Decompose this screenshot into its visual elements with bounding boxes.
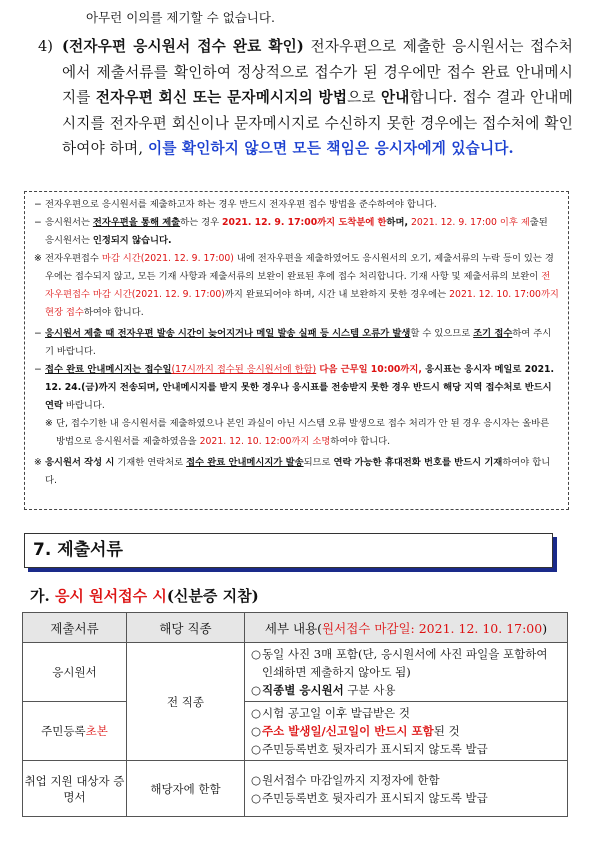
doc-cell xyxy=(23,702,127,761)
notice-text: 하여 주시기 바랍니다. xyxy=(45,328,552,357)
bullet: ○ xyxy=(251,772,262,787)
notice-text: 기재한 연락처로 xyxy=(114,457,187,468)
header-details xyxy=(245,613,568,643)
item-text: 으로 xyxy=(347,89,381,106)
detail-text: 직종별 응시원서 xyxy=(262,683,344,697)
notice-text: 되므로 xyxy=(303,457,334,468)
bullet: ○ xyxy=(251,742,262,756)
notice-text: 하여야 합니다. xyxy=(83,307,144,318)
subhead-number: 가. xyxy=(30,587,55,605)
item-text: 전자우편으로 제출한 응시원서는 접수처에서 제출서류를 확인하여 정상적으로 접수가 된 경우에만 접수 완료 안내메시지를 xyxy=(62,38,574,106)
bullet: ○ xyxy=(251,724,262,738)
item-title: (전자우편 응시원서 접수 완료 확인) xyxy=(62,38,305,55)
responsibility-warning: 이를 확인하지 않으면 모든 책임은 응시자에게 있습니다. xyxy=(148,140,514,157)
deadline-text: 마감 시간(2021. 12. 9. 17:00) xyxy=(101,253,234,264)
table-row xyxy=(23,702,568,761)
notice-text: 응시원서는 xyxy=(45,217,93,228)
detail-text: 원서접수 마감일까지 지정자에 한함 xyxy=(262,772,440,787)
continuation-line: 아무런 이의를 제기할 수 없습니다. xyxy=(86,10,275,25)
deadline-text: 전자우편접수 마감 시간(2021. 12. 9. 17:00) xyxy=(45,271,551,300)
header-job: 해당 직종 xyxy=(127,613,245,643)
notice-text: 하여야 합니다. xyxy=(330,436,391,447)
bullet: ○ xyxy=(251,706,262,720)
notice-line xyxy=(34,250,559,322)
notice-text: 응시원서 작성 시 xyxy=(45,457,115,468)
deadline-text: 다음 근무일 10:00까지, xyxy=(316,364,422,375)
deadline-text: 2021. 12. 9. 17:00까지 도착분에 한 xyxy=(222,217,387,228)
detail-text: 구분 사용 xyxy=(343,683,396,697)
detail-cell xyxy=(245,761,568,817)
notice-text: 인정되지 않습니다. xyxy=(92,235,172,246)
notice-text: 접수 완료 안내메시지는 접수일 xyxy=(45,364,172,375)
notice-line xyxy=(34,325,559,361)
dash-mark: − xyxy=(34,328,42,339)
notice-text: 응시원서 제출 때 전자우편 발송 시간이 늦어지거나 메일 발송 실패 등 시스템 오류가 발생 xyxy=(45,328,411,339)
detail-text: 동일 사진 3매 포함(단, 응시원서에 사진 파일을 포함하여 인쇄하면 제출하지 않아도 됨) xyxy=(262,647,548,679)
detail-cell xyxy=(245,643,568,702)
notice-text: 까지 완료되어야 하며, 시간 내 보완하지 못한 경우에는 xyxy=(224,289,450,300)
section-title: 7. 제출서류 xyxy=(24,533,553,568)
job-cell: 전 직종 xyxy=(127,643,245,761)
deadline-text: (17시까지 접수된 응시원서에 한함) xyxy=(171,364,317,375)
notice-text: 전자우편으로 응시원서를 제출하고자 하는 경우 반드시 전자우편 접수 방법을 준수하여야 합니다. xyxy=(45,199,437,210)
header-text: 세부 내용( xyxy=(264,620,323,636)
notice-line xyxy=(34,214,559,250)
subsection-heading xyxy=(30,585,259,606)
notice-text: 응시표는 응시자 메일로 2021. 12. 24.(금)까지 전송되며, 안내메시지를 받지 못한 경우나 응시표를 전송받지 못한 경우 반드시 해당 지역 접수처로 반드시 연락 xyxy=(45,364,555,411)
star-mark: ※ xyxy=(34,253,42,264)
notice-text: 내에 전자우편을 제출하였어도 응시원서의 오기, 제출서류의 누락 등이 있는 경우에는 접수되지 않고, 모든 기재 사항과 제출서류의 보완이 완료된 후에 접수 처리합니다. 기재 사항 및 제출서류의 보완이 xyxy=(45,253,554,282)
table-row xyxy=(23,643,568,702)
notice-box xyxy=(24,191,569,510)
notice-text: 전자우편을 통해 제출 xyxy=(92,217,181,228)
notice-text: 하며, xyxy=(386,217,409,228)
subhead-rest: (신분증 지참) xyxy=(166,587,259,605)
notice-text: 바랍니다. xyxy=(62,400,105,411)
notice-line xyxy=(34,361,559,415)
subhead-red: 응시 원서접수 시 xyxy=(54,587,167,605)
notice-text: 연락 가능한 휴대전화 번호를 반드시 기재 xyxy=(333,457,503,468)
item-text: 합니다. 접수 결과 안내메시지를 전자우편 회신이나 문자메시지로 수신하지 못한 경우에는 접수처에 확인하여야 하며, xyxy=(62,89,574,157)
doc-text: 주민등록 xyxy=(41,724,86,738)
table-header-row xyxy=(23,613,568,643)
item-number: 4) xyxy=(38,38,53,55)
table-row xyxy=(23,761,568,817)
bullet: ○ xyxy=(251,647,262,661)
job-cell: 해당자에 한함 xyxy=(127,761,245,817)
item-bold: 전자우편 회신 또는 문자메시지의 방법 xyxy=(95,89,348,106)
notice-text: 조기 접수 xyxy=(473,328,513,339)
deadline-text: 2021. 12. 10. 12:00까지 소명 xyxy=(199,436,331,447)
dash-mark: − xyxy=(34,364,42,375)
deadline-text: 2021. 12. 10. 17:00까지 현장 접수 xyxy=(45,289,559,318)
notice-line xyxy=(34,415,559,451)
notice-text: 하는 경우 xyxy=(180,217,223,228)
dash-mark: − xyxy=(34,217,42,228)
notice-text: 단, 접수기한 내 응시원서를 제출하였으나 본인 과실이 아닌 시스템 오류 발생으로 접수 처리가 안 된 경우 응시자는 올바른 방법으로 응시원서를 제출하였음을 xyxy=(56,418,550,447)
star-mark: ※ xyxy=(45,418,53,429)
doc-text-red: 초본 xyxy=(85,724,108,738)
star-mark: ※ xyxy=(34,457,42,468)
detail-text: 주민등록번호 뒷자리가 표시되지 않도록 발급 xyxy=(262,790,488,805)
item-4-paragraph xyxy=(38,34,573,162)
notice-text: 접수 완료 안내메시지가 발송 xyxy=(186,457,304,468)
header-documents: 제출서류 xyxy=(23,613,127,643)
doc-cell: 응시원서 xyxy=(23,643,127,702)
item-bold: 안내 xyxy=(380,89,410,106)
header-text: ) xyxy=(542,620,548,636)
bullet: ○ xyxy=(251,790,262,805)
bullet: ○ xyxy=(251,683,262,697)
detail-text: 시험 공고일 이후 발급받은 것 xyxy=(262,706,410,720)
notice-text: 출된 응시원서는 xyxy=(45,217,548,246)
detail-text: 주소 발생일/신고일이 반드시 포함 xyxy=(262,724,434,738)
dash-mark: − xyxy=(34,199,42,210)
notice-line xyxy=(34,196,559,214)
documents-table xyxy=(22,612,568,817)
notice-text: 전자우편접수 xyxy=(45,253,102,264)
header-deadline: 원서접수 마감일: 2021. 12. 10. 17:00 xyxy=(322,620,543,636)
detail-text: 된 것 xyxy=(433,724,460,738)
doc-cell: 취업 지원 대상자 증명서 xyxy=(23,761,127,817)
detail-cell xyxy=(245,702,568,761)
detail-text: 주민등록번호 뒷자리가 표시되지 않도록 발급 xyxy=(262,742,488,756)
notice-text: 하여야 합니다. xyxy=(45,457,551,486)
notice-line xyxy=(34,454,559,490)
notice-text: 할 수 있으므로 xyxy=(410,328,474,339)
deadline-text: 2021. 12. 9. 17:00 이후 제 xyxy=(411,217,530,228)
